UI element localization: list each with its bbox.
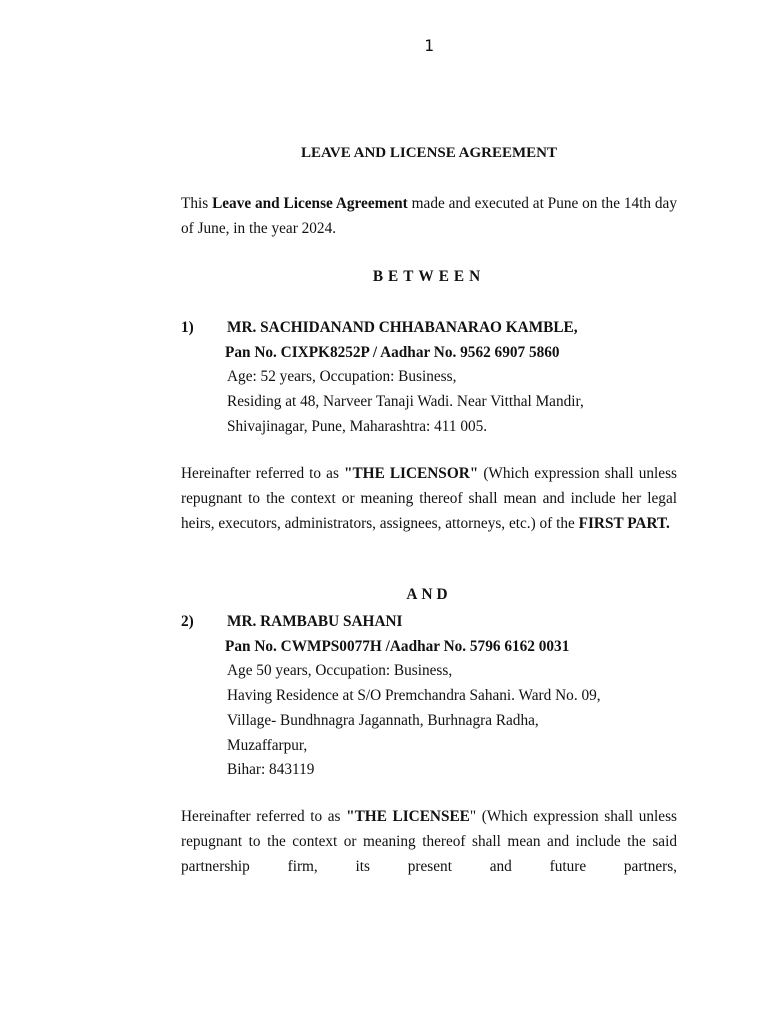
party-1-name: MR. SACHIDANAND CHHABANARAO KAMBLE, (227, 319, 578, 336)
party-2-address-line-3: Muzaffarpur, (227, 736, 308, 754)
and-heading: AND (406, 586, 452, 603)
licensee-post: (Which expression shall unless repugnant to the context or meaning thereof shall mean and include the said partnership firm, its present and future partners, (181, 808, 677, 875)
intro-pre: This (181, 195, 213, 212)
party-1-address-line-1: Residing at 48, Narveer Tanaji Wadi. Near Vitthal Mandir, (227, 393, 584, 411)
licensor-mid: (Which expression shall unless repugnant to the context or meaning thereof shall mean and include her legal heirs, executors, administrators, assignees, attorneys, etc.) of the (181, 465, 677, 532)
party-2-address-line-4: Bihar: 843119 (227, 761, 315, 779)
party-1-address-line-2: Shivajinagar, Pune, Maharashtra: 411 005. (227, 417, 488, 435)
licensee-paragraph (181, 804, 677, 879)
page-number: 1 (424, 36, 434, 55)
party-2-age: Age 50 years, Occupation: Business, (227, 662, 453, 680)
party-2-pan: Pan No. CWMPS0077H /Aadhar No. 5796 6162 0031 (225, 637, 570, 655)
intro-post: made and executed at Pune on the 14th day of June, in the year 2024. (181, 195, 677, 237)
document-title: LEAVE AND LICENSE AGREEMENT (300, 145, 558, 161)
party-1-pan: Pan No. CIXPK8252P / Aadhar No. 9562 6907 5860 (225, 343, 560, 361)
licensor-first-part: FIRST PART. (578, 515, 670, 532)
party-2-address-line-2: Village- Bundhnagra Jagannath, Burhnagra Radha, (227, 711, 539, 729)
intro-bold: Leave and License Agreement (212, 195, 408, 212)
licensee-pre: Hereinafter referred to as (181, 808, 347, 825)
licensee-quote-end: " (469, 808, 477, 825)
party-1-age: Age: 52 years, Occupation: Business, (227, 368, 457, 386)
licensor-pre: Hereinafter referred to as (181, 465, 344, 482)
intro-paragraph (181, 191, 677, 241)
party-2-address-line-1: Having Residence at S/O Premchandra Sahani. Ward No. 09, (227, 687, 601, 705)
licensor-paragraph (181, 461, 677, 536)
licensor-term: "THE LICENSOR" (343, 465, 479, 482)
party-2-number: 2) (181, 613, 194, 630)
party-2-name: MR. RAMBABU SAHANI (227, 613, 403, 630)
between-heading: BETWEEN (372, 268, 486, 285)
party-1-number: 1) (181, 319, 194, 336)
licensee-term: "THE LICENSEE (346, 808, 470, 825)
